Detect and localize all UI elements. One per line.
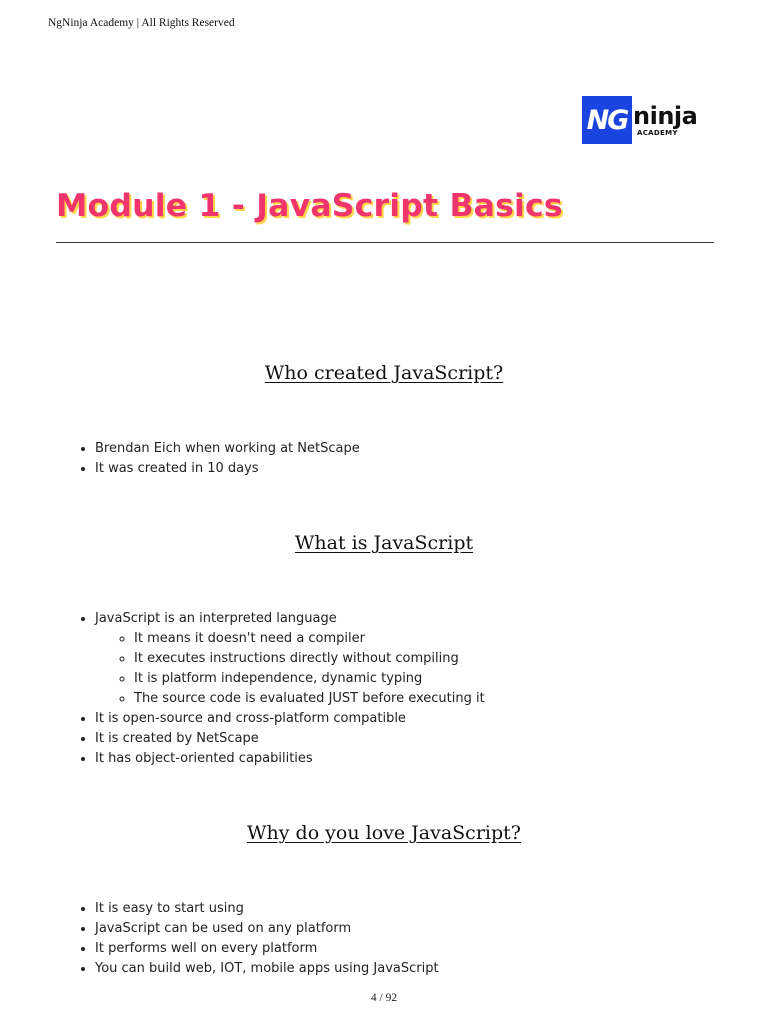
what-is-list bbox=[56, 609, 485, 769]
sub-list bbox=[95, 629, 485, 709]
section-heading-why-love: Why do you love JavaScript? bbox=[247, 822, 521, 844]
logo-subtitle: ACADEMY bbox=[637, 129, 678, 137]
copyright-notice: NgNinja Academy | All Rights Reserved bbox=[48, 17, 235, 29]
list-item-text: JavaScript is an interpreted language bbox=[95, 611, 337, 626]
ngninja-logo bbox=[582, 96, 717, 144]
sub-list-item: ◦ It executes instructions directly without compiling bbox=[134, 649, 485, 669]
list-item: • You can build web, IOT, mobile apps using JavaScript bbox=[95, 959, 439, 979]
section-heading-who-created: Who created JavaScript? bbox=[264, 362, 504, 384]
list-item: • It was created in 10 days bbox=[95, 459, 360, 479]
list-item: • It is created by NetScape bbox=[95, 729, 485, 749]
logo-text bbox=[633, 96, 717, 144]
sub-list-item: ◦ The source code is evaluated JUST before executing it bbox=[134, 689, 485, 709]
who-created-list bbox=[56, 439, 360, 479]
logo-mark: NG bbox=[582, 96, 632, 144]
list-item: • It is easy to start using bbox=[95, 899, 439, 919]
list-item: • JavaScript can be used on any platform bbox=[95, 919, 439, 939]
page-number: 4 / 92 bbox=[370, 992, 398, 1004]
module-title: Module 1 - JavaScript Basics bbox=[56, 188, 563, 224]
sub-list-item: ◦ It means it doesn't need a compiler bbox=[134, 629, 485, 649]
sub-list-item: ◦ It is platform independence, dynamic typing bbox=[134, 669, 485, 689]
list-item bbox=[95, 609, 485, 709]
why-love-list bbox=[56, 899, 439, 979]
logo-word: ninja bbox=[633, 102, 698, 130]
section-heading-what-is: What is JavaScript bbox=[294, 532, 474, 554]
list-item: • Brendan Eich when working at NetScape bbox=[95, 439, 360, 459]
list-item: • It performs well on every platform bbox=[95, 939, 439, 959]
title-divider bbox=[56, 242, 714, 243]
list-item: • It has object-oriented capabilities bbox=[95, 749, 485, 769]
list-item: • It is open-source and cross-platform compatible bbox=[95, 709, 485, 729]
